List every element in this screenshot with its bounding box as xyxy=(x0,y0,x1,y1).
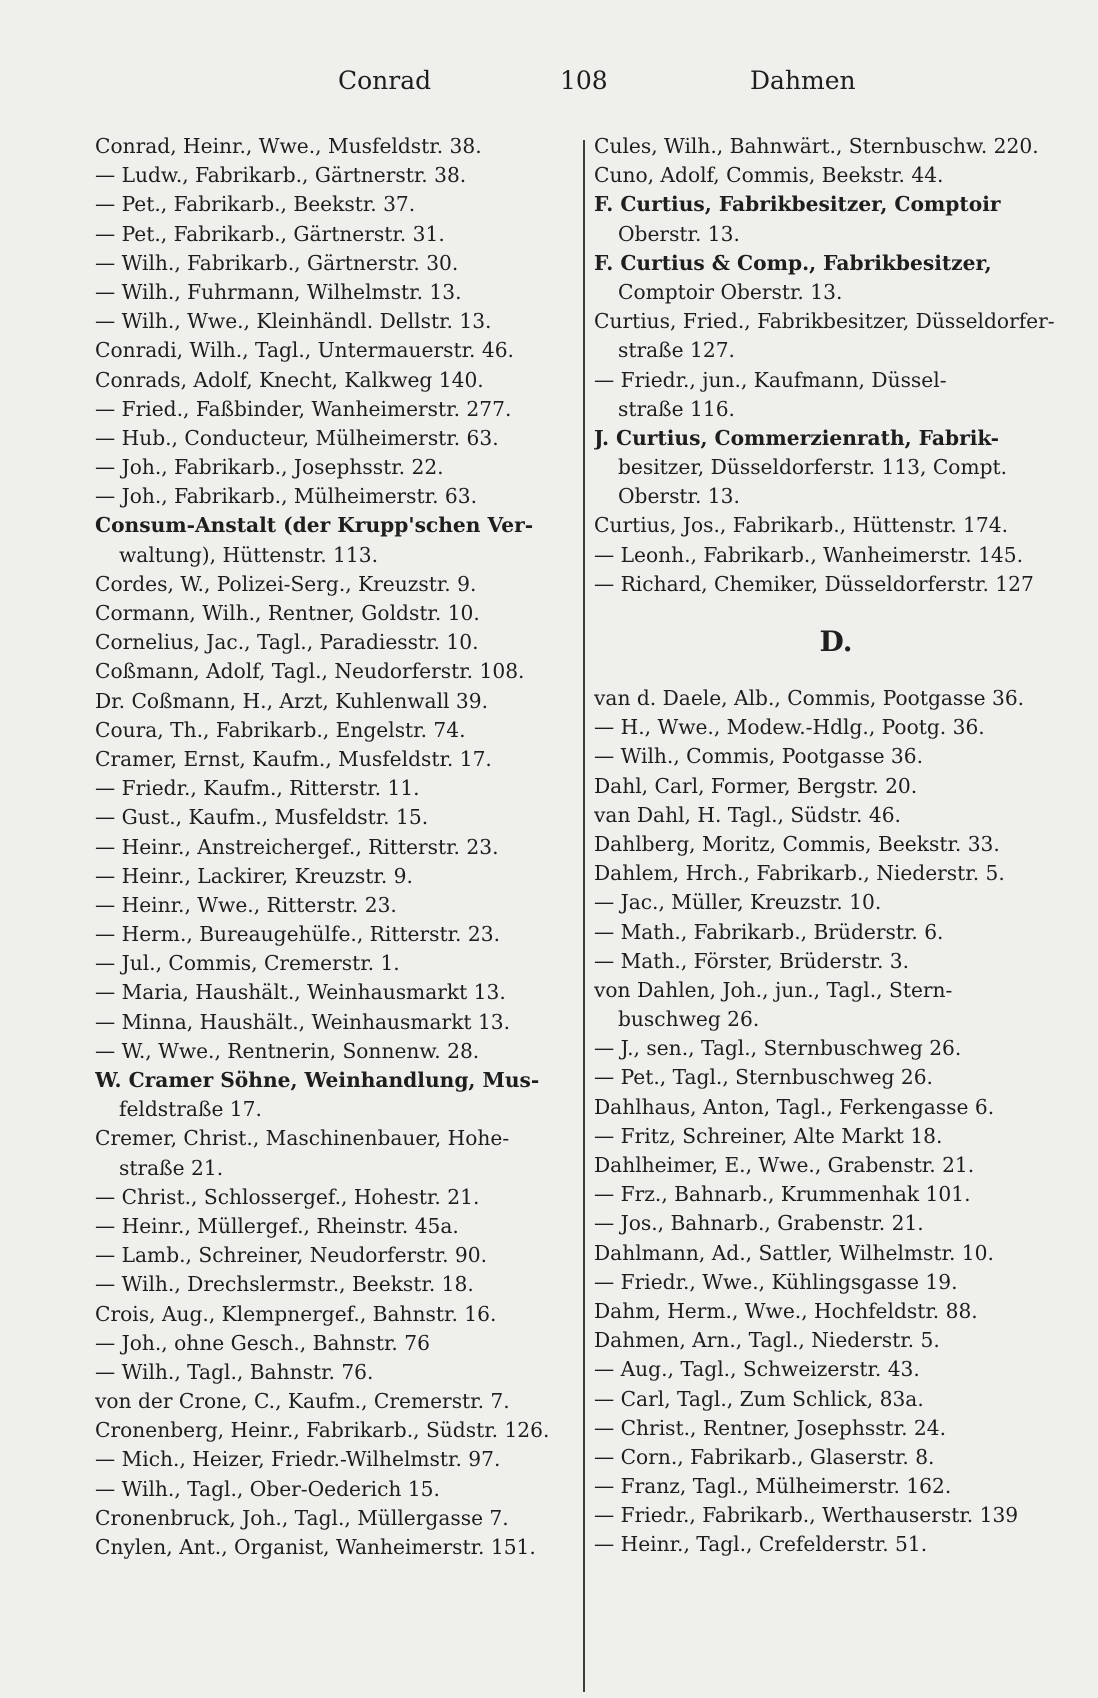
entry-continuation: buschweg 26. xyxy=(618,1007,760,1032)
directory-entry: Cronenbruck, Joh., Tagl., Müllergasse 7. xyxy=(95,1505,509,1530)
directory-entry: — Joh., Fabrikarb., Mülheimerstr. 63. xyxy=(95,484,478,509)
entry-continuation: straße 116. xyxy=(618,396,735,421)
directory-entry: F. Curtius & Comp., Fabrikbesitzer, xyxy=(594,250,992,275)
right-column xyxy=(594,132,1078,1560)
left-column xyxy=(95,132,575,1562)
directory-entry: — Jac., Müller, Kreuzstr. 10. xyxy=(594,890,882,915)
directory-entry: — Friedr., Kaufm., Ritterstr. 11. xyxy=(95,776,420,801)
entry-continuation: straße 127. xyxy=(618,338,735,363)
directory-entry: — J., sen., Tagl., Sternbuschweg 26. xyxy=(594,1036,962,1061)
directory-entry: Dahl, Carl, Former, Bergstr. 20. xyxy=(594,773,918,798)
directory-entry: F. Curtius, Fabrikbesitzer, Comptoir xyxy=(594,192,1001,217)
directory-entry: — Ludw., Fabrikarb., Gärtnerstr. 38. xyxy=(95,163,467,188)
directory-entry: — Joh., Fabrikarb., Josephsstr. 22. xyxy=(95,455,444,480)
directory-entry: Conrads, Adolf, Knecht, Kalkweg 140. xyxy=(95,367,484,392)
directory-entry: — Christ., Rentner, Josephsstr. 24. xyxy=(594,1415,947,1440)
directory-entry: — Carl, Tagl., Zum Schlick, 83a. xyxy=(594,1386,924,1411)
directory-entry: — Minna, Haushält., Weinhausmarkt 13. xyxy=(95,1009,511,1034)
directory-entry: Curtius, Fried., Fabrikbesitzer, Düsseldorfer- xyxy=(594,309,1055,334)
directory-entry: — H., Wwe., Modew.-Hdlg., Pootg. 36. xyxy=(594,715,985,740)
directory-entry: Cronenberg, Heinr., Fabrikarb., Südstr. 126. xyxy=(95,1418,550,1443)
directory-entry: Coura, Th., Fabrikarb., Engelstr. 74. xyxy=(95,717,466,742)
directory-entry: — Heinr., Anstreichergef., Ritterstr. 23. xyxy=(95,834,499,859)
header-right-keyword: Dahmen xyxy=(750,66,856,95)
column-divider xyxy=(583,140,585,1692)
directory-entry: — Lamb., Schreiner, Neudorferstr. 90. xyxy=(95,1243,488,1268)
directory-entry: Cnylen, Ant., Organist, Wanheimerstr. 151. xyxy=(95,1535,536,1559)
directory-entry: — Heinr., Tagl., Crefelderstr. 51. xyxy=(594,1532,928,1557)
directory-entry: — Heinr., Müllergef., Rheinstr. 45a. xyxy=(95,1213,459,1238)
directory-entry: — Friedr., Fabrikarb., Werthauserstr. 139 xyxy=(594,1503,1019,1528)
directory-entry: — Jos., Bahnarb., Grabenstr. 21. xyxy=(594,1211,924,1236)
directory-entry: — Richard, Chemiker, Düsseldorferstr. 127 xyxy=(594,571,1034,596)
directory-entry: — Frz., Bahnarb., Krummenhak 101. xyxy=(594,1182,971,1207)
directory-entry: Cules, Wilh., Bahnwärt., Sternbuschw. 220. xyxy=(594,134,1039,158)
section-letter: D. xyxy=(819,625,853,658)
directory-entry: — Jul., Commis, Cremerstr. 1. xyxy=(95,951,400,976)
directory-entry: Dr. Coßmann, H., Arzt, Kuhlenwall 39. xyxy=(95,688,489,713)
directory-entry: van Dahl, H. Tagl., Südstr. 46. xyxy=(594,802,901,827)
directory-entry: — Joh., ohne Gesch., Bahnstr. 76 xyxy=(95,1330,430,1355)
entry-continuation: waltung), Hüttenstr. 113. xyxy=(119,542,378,567)
page-number: 108 xyxy=(560,66,608,95)
directory-entry: — Maria, Haushält., Weinhausmarkt 13. xyxy=(95,980,506,1005)
directory-entry: Dahmen, Arn., Tagl., Niederstr. 5. xyxy=(594,1328,940,1353)
directory-entry: — Herm., Bureaugehülfe., Ritterstr. 23. xyxy=(95,922,500,947)
directory-entry: — Heinr., Lackirer, Kreuzstr. 9. xyxy=(95,863,413,888)
entry-continuation: Oberstr. 13. xyxy=(618,484,740,509)
directory-entry: — Hub., Conducteur, Mülheimerstr. 63. xyxy=(95,425,499,450)
directory-entry: Dahlhaus, Anton, Tagl., Ferkengasse 6. xyxy=(594,1094,995,1119)
directory-entry: van d. Daele, Alb., Commis, Pootgasse 36. xyxy=(594,686,1025,710)
page-header xyxy=(0,66,1098,106)
directory-entry: — Wilh., Commis, Pootgasse 36. xyxy=(594,744,924,769)
directory-entry: — Pet., Fabrikarb., Beekstr. 37. xyxy=(95,192,416,217)
directory-entry: Crois, Aug., Klempnergef., Bahnstr. 16. xyxy=(95,1301,497,1326)
directory-entry: — Wilh., Fabrikarb., Gärtnerstr. 30. xyxy=(95,250,459,275)
directory-entry: Dahlberg, Moritz, Commis, Beekstr. 33. xyxy=(594,831,1000,856)
directory-entry: — Friedr., Wwe., Kühlingsgasse 19. xyxy=(594,1269,958,1294)
directory-entry: Conrad, Heinr., Wwe., Musfeldstr. 38. xyxy=(95,134,482,158)
directory-entry: J. Curtius, Commerzienrath, Fabrik- xyxy=(594,425,999,450)
directory-entry: Curtius, Jos., Fabrikarb., Hüttenstr. 174. xyxy=(594,513,1008,538)
directory-entry: — Corn., Fabrikarb., Glaserstr. 8. xyxy=(594,1444,935,1469)
directory-entry: — Math., Fabrikarb., Brüderstr. 6. xyxy=(594,919,944,944)
directory-entry: Cordes, W., Polizei-Serg., Kreuzstr. 9. xyxy=(95,571,477,596)
entry-continuation: Oberstr. 13. xyxy=(618,221,740,246)
directory-entry: — Pet., Fabrikarb., Gärtnerstr. 31. xyxy=(95,221,445,246)
directory-entry: — Math., Förster, Brüderstr. 3. xyxy=(594,948,910,973)
directory-entry: — Wilh., Tagl., Ober-Oederich 15. xyxy=(95,1476,440,1501)
directory-entry: — Mich., Heizer, Friedr.-Wilhelmstr. 97. xyxy=(95,1447,501,1472)
directory-entry: — Pet., Tagl., Sternbuschweg 26. xyxy=(594,1065,933,1090)
directory-entry: Cormann, Wilh., Rentner, Goldstr. 10. xyxy=(95,601,480,625)
directory-entry: — Heinr., Wwe., Ritterstr. 23. xyxy=(95,892,397,917)
directory-entry: Dahlmann, Ad., Sattler, Wilhelmstr. 10. xyxy=(594,1240,994,1265)
directory-entry: Cuno, Adolf, Commis, Beekstr. 44. xyxy=(594,163,944,188)
directory-entry: W. Cramer Söhne, Weinhandlung, Mus- xyxy=(95,1068,540,1092)
directory-entry: von der Crone, C., Kaufm., Cremerstr. 7. xyxy=(95,1389,510,1414)
directory-entry: — Christ., Schlossergef., Hohestr. 21. xyxy=(95,1184,480,1209)
directory-entry: — W., Wwe., Rentnerin, Sonnenw. 28. xyxy=(95,1038,480,1063)
directory-entry: Coßmann, Adolf, Tagl., Neudorferstr. 108. xyxy=(95,659,525,684)
directory-entry: — Wilh., Fuhrmann, Wilhelmstr. 13. xyxy=(95,279,462,304)
directory-entry: Cremer, Christ., Maschinenbauer, Hohe- xyxy=(95,1126,510,1151)
directory-entry: — Wilh., Drechslermstr., Beekstr. 18. xyxy=(95,1272,474,1297)
directory-entry: Cramer, Ernst, Kaufm., Musfeldstr. 17. xyxy=(95,746,492,771)
entry-continuation: straße 21. xyxy=(119,1155,224,1180)
header-left-keyword: Conrad xyxy=(338,66,432,95)
directory-entry: — Fried., Faßbinder, Wanheimerstr. 277. xyxy=(95,396,512,421)
directory-entry: — Wilh., Wwe., Kleinhändl. Dellstr. 13. xyxy=(95,309,492,334)
entry-continuation: feldstraße 17. xyxy=(119,1097,262,1122)
directory-entry: Dahlheimer, E., Wwe., Grabenstr. 21. xyxy=(594,1153,975,1177)
directory-entry: Dahm, Herm., Wwe., Hochfeldstr. 88. xyxy=(594,1298,978,1323)
directory-entry: — Fritz, Schreiner, Alte Markt 18. xyxy=(594,1123,943,1148)
directory-entry: Dahlem, Hrch., Fabrikarb., Niederstr. 5. xyxy=(594,861,1005,886)
directory-entry: Consum-Anstalt (der Krupp'schen Ver- xyxy=(95,513,534,538)
entry-continuation: besitzer, Düsseldorferstr. 113, Compt. xyxy=(618,455,1008,480)
directory-entry: — Leonh., Fabrikarb., Wanheimerstr. 145. xyxy=(594,542,1024,567)
directory-entry: — Gust., Kaufm., Musfeldstr. 15. xyxy=(95,805,429,830)
directory-entry: Conradi, Wilh., Tagl., Untermauerstr. 46. xyxy=(95,338,514,363)
entry-continuation: Comptoir Oberstr. 13. xyxy=(618,279,843,304)
directory-entry: von Dahlen, Joh., jun., Tagl., Stern- xyxy=(594,977,953,1002)
directory-entry: Cornelius, Jac., Tagl., Paradiesstr. 10. xyxy=(95,630,479,655)
directory-entry: — Aug., Tagl., Schweizerstr. 43. xyxy=(594,1357,920,1382)
directory-entry: — Friedr., jun., Kaufmann, Düssel- xyxy=(594,367,947,392)
directory-entry: — Wilh., Tagl., Bahnstr. 76. xyxy=(95,1359,374,1384)
directory-entry: — Franz, Tagl., Mülheimerstr. 162. xyxy=(594,1474,952,1499)
